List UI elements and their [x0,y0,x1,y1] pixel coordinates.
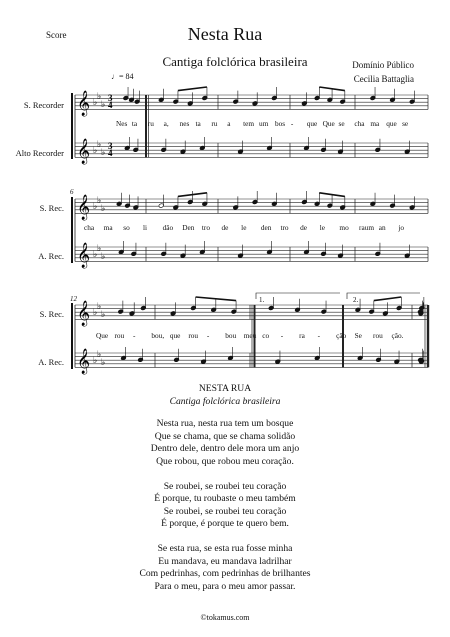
flat-icon: ♭ [97,243,102,253]
flat-icon: ♭ [101,251,106,261]
lyric-syllable: a [227,119,231,128]
poem-stanza [0,418,450,468]
lyric-syllable: rou [373,331,383,340]
lyric-syllable: Se [354,331,362,340]
flat-icon: ♭ [97,139,102,149]
instrument-label-soprano: S. Recorder [23,100,64,110]
lyric-syllable: ta [195,119,201,128]
lyric-syllable: cha [354,119,365,128]
instrument-label-soprano-short: S. Rec. [39,309,64,319]
flat-icon: ♭ [97,91,102,101]
instrument-label-alto: Alto Recorder [15,148,64,158]
flat-icon: ♭ [101,99,106,109]
poem-title: NESTA RUA [198,383,252,394]
lyric-syllable: so [123,223,130,232]
poem-stanza [0,543,450,593]
flat-icon: ♭ [93,249,98,259]
lyric-syllable: tro [201,223,210,232]
flat-icon: ♭ [97,195,102,205]
lyric-syllable: meu [243,331,257,340]
lyric-syllable: bou [225,331,237,340]
flat-icon: ♭ [101,357,106,367]
lyric-syllable: ra [299,331,305,340]
instrument-label-alto-short: A. Rec. [38,357,64,367]
lyric-syllable: ta [131,119,138,128]
measure-number: 6 [70,188,74,196]
treble-clef-icon: 𝄞 [77,139,91,164]
poem-line: Eu mandava, eu mandava ladrilhar [158,555,292,567]
lyric-syllable: Que [96,331,109,340]
time-signature: 3 [108,93,113,103]
beam [374,297,402,301]
lyric-syllable: raum [359,223,375,232]
credit-public-domain: Domínio Público [352,60,414,70]
treble-clef-icon: 𝄞 [77,349,91,374]
lyric-syllable: ru [211,119,218,128]
time-signature: 4 [108,148,113,159]
lyric-syllable: Que [322,119,335,128]
poem-line: É porque, tu roubaste o meu também [154,493,296,505]
volta-bracket [256,293,340,299]
treble-clef-icon: 𝄞 [77,243,91,268]
instrument-label-soprano-short: S. Rec. [39,203,64,213]
lyric-syllable: se [338,119,345,128]
lyric-syllable: rou [114,331,125,340]
lyric-syllable: dão [162,223,174,232]
lyric-syllable: que [386,119,397,128]
lyric-syllable: rou [188,331,199,340]
poem-stanza [0,481,450,531]
lyric-syllable: - [132,331,136,340]
lyric-syllable: se [402,119,409,128]
lyric-syllable: Den [182,223,195,232]
poem-line: Para o meu, para o meu amor passar. [154,580,296,592]
lyric-syllable: le [319,223,326,232]
flat-icon: ♭ [93,97,98,107]
lyric-syllable: den [260,223,272,232]
poem-line: Se roubei, se roubei teu coração [163,505,287,517]
beam [178,87,207,91]
flat-icon: ♭ [97,349,102,359]
volta-bracket [347,293,420,299]
tempo-marking: ♩= 84 [111,72,134,81]
lyric-syllable: bos [274,119,286,128]
poem-subtitle: Cantiga folclórica brasileira [169,395,281,407]
measure-number: 12 [70,295,77,303]
flat-icon: ♭ [101,147,106,157]
flat-icon: ♭ [93,355,98,365]
lyric-syllable: co [262,331,270,340]
page-title: Nesta Rua [187,24,263,44]
lyric-syllable: - [317,331,321,340]
lyric-syllable: ru [147,119,154,128]
lyric-syllable: - [206,331,210,340]
flat-icon: ♭ [101,309,106,319]
treble-clef-icon: 𝄞 [77,91,91,116]
lyric-syllable: cha [84,223,95,232]
poem-line: É porque, é porque te quero bem. [161,518,289,530]
lyric-syllable: ma [370,119,380,128]
lyric-syllable: bou, [151,331,165,340]
flat-icon: ♭ [93,201,98,211]
poem-line: Dentro dele, dentro dele mora um anjo [150,443,300,455]
lyric-syllable: que [306,119,318,128]
lyric-syllable: Nes [116,119,128,128]
instrument-label-alto-short: A. Rec. [38,251,64,261]
footer-copyright: ©tokamus.com [200,613,250,622]
poem-line: Se roubei, se roubei teu coração [163,480,287,492]
lyric-syllable: ção. [391,331,404,340]
flat-icon: ♭ [93,145,98,155]
flat-icon: ♭ [93,307,98,317]
lyric-syllable: - [290,119,294,128]
lyric-syllable: an [378,223,386,232]
volta-second-label: 2. [353,296,359,304]
page-subtitle: Cantiga folclórica brasileira [162,54,308,69]
lyric-syllable: de [300,223,307,232]
lyric-syllable: que [169,331,181,340]
lyric-syllable: tem [243,119,255,128]
lyric-syllable: a, [163,119,169,128]
lyric-syllable: li [142,223,147,232]
time-signature: 4 [108,100,113,111]
treble-clef-icon: 𝄞 [77,301,91,326]
flat-icon: ♭ [101,203,106,213]
poem-line: Nesta rua, nesta rua tem um bosque [156,418,294,430]
lyric-syllable: - [280,331,284,340]
poem-line: Se esta rua, se esta rua fosse minha [157,542,293,554]
poem-line: Com pedrinhas, com pedrinhas de brilhantes [139,568,311,580]
lyric-syllable: jo [398,223,405,232]
credit-arranger: Cecilia Battaglia [353,74,414,84]
lyric-syllable: tro [280,223,289,232]
lyric-syllable: ção [336,331,347,340]
lyric-syllable: le [241,223,247,232]
lyric-syllable: de [221,223,229,232]
score-label: Score [46,30,67,40]
flat-icon: ♭ [97,301,102,311]
poem-line: Que robou, que robou meu coração. [156,455,294,467]
poem-line: Que se chama, que se chama solidão [154,430,296,442]
lyric-syllable: um [259,119,269,128]
poem-block [0,383,450,593]
lyric-syllable: mo [339,223,349,232]
lyric-syllable: nes [179,119,190,128]
lyric-syllable: ma [103,223,113,232]
treble-clef-icon: 𝄞 [77,195,91,220]
time-signature: 3 [108,141,113,151]
volta-first-label: 1. [259,296,265,304]
